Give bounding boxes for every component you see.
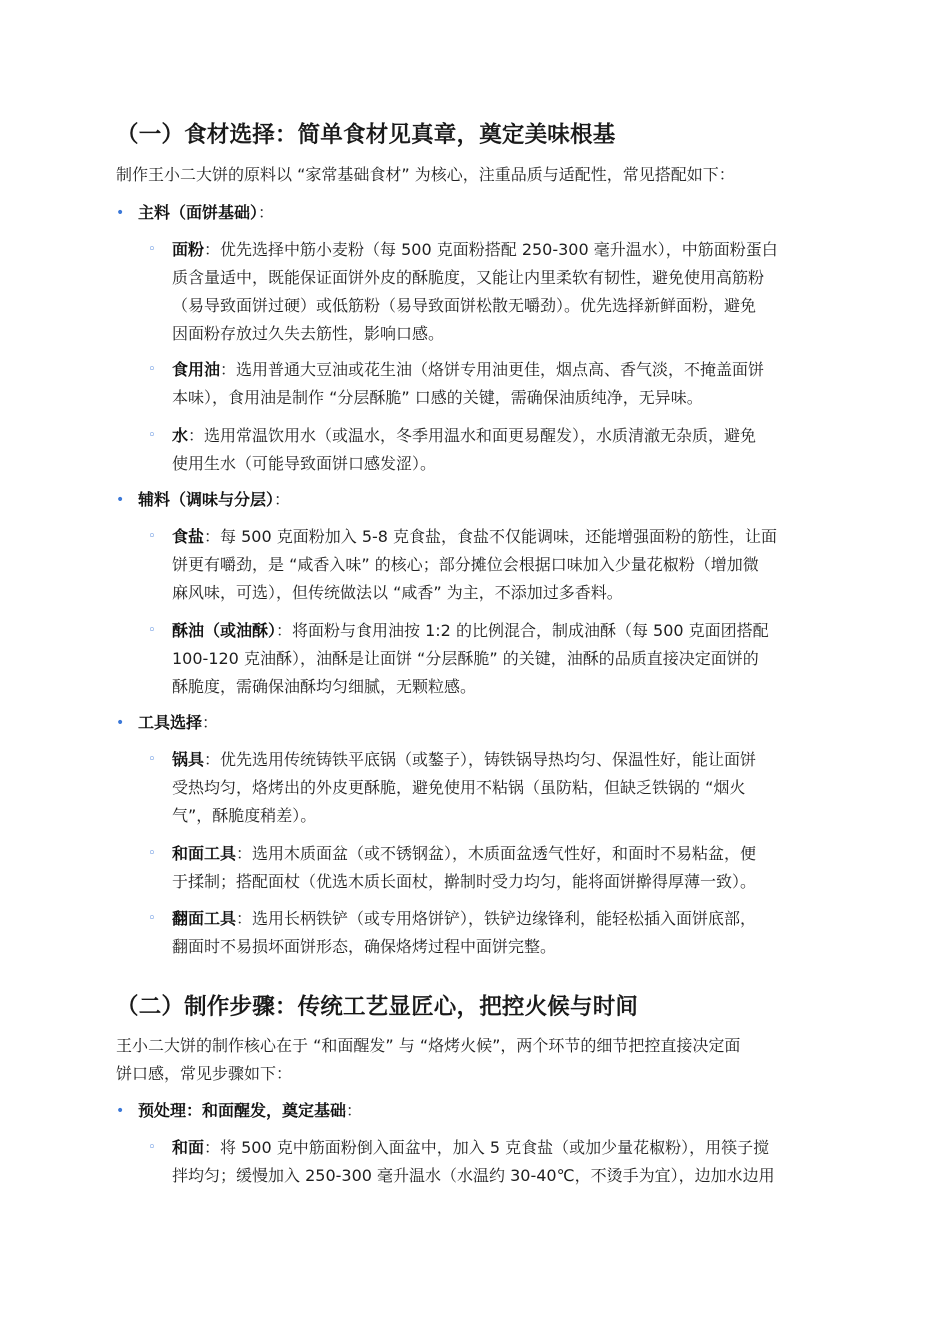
bullet-circle: ◦ [148, 529, 156, 544]
item-text: ：选用普通大豆油或花生油（烙饼专用油更佳，烟点高、香气淡，不掩盖面饼 本味），食用油是制作 “分层酥脆” 口感的关键，需确保油质纯净，无异味。 [172, 360, 765, 407]
item-text: ：选用长柄铁铲（或专用烙饼铲），铁铲边缘锋利，能轻松插入面饼底部， 翻面时不易损坏面饼形态，确保烙烤过程中面饼完整。 [172, 909, 757, 956]
list-item-tools: • 工具选择： [116, 709, 218, 737]
bullet-circle: ◦ [148, 362, 156, 377]
list-item-ghee [148, 617, 840, 701]
group-label: 工具选择 [138, 713, 203, 732]
item-term: 翻面工具 [172, 909, 237, 928]
list-item-kneading [148, 1134, 840, 1190]
item-term: 和面 [172, 1138, 205, 1157]
bullet-circle: ◦ [148, 846, 156, 861]
bullet-dot: • [116, 715, 125, 731]
section1-heading: （一）食材选择：简单食材见真章，奠定美味根基 [116, 122, 616, 148]
list-item-preprocessing: • 预处理：和面醒发，奠定基础： [116, 1097, 362, 1125]
list-item-main-ingredients: • 主料（面饼基础）： [116, 199, 274, 227]
bullet-circle: ◦ [148, 623, 156, 638]
section2-intro: 王小二大饼的制作核心在于 “和面醒发” 与 “烙烤火候”，两个环节的细节把控直接决定面 饼口感，常见步骤如下： [116, 1036, 741, 1083]
item-text: ：优先选择中筋小麦粉（每 500 克面粉搭配 250-300 毫升温水），中筋面粉蛋白 质含量适中，既能保证面饼外皮的酥脆度，又能让内里柔软有韧性，避免使用高筋粉 （易导致面饼过硬）或低筋粉（易导致面饼松散无嚼劲）。优先选择新鲜面粉，避免 因面粉存放过久失去筋性，影响口感。 [172, 240, 778, 343]
item-text: ：选用木质面盆（或不锈钢盆），木质面盆透气性好，和面时不易粘盆，便 于揉制；搭配面杖（优选木质长面杖，擀制时受力均匀，能将面饼擀得厚薄一致）。 [172, 844, 757, 891]
item-term: 锅具 [172, 750, 205, 769]
list-item-flour [148, 236, 840, 348]
list-item-salt [148, 523, 840, 607]
list-item-kneading-tools [148, 840, 840, 896]
item-term: 酥油（或油酥） [172, 621, 277, 640]
section2-heading: （二）制作步骤：传统工艺显匠心，把控火候与时间 [116, 994, 639, 1020]
group-label: 预处理：和面醒发，奠定基础 [138, 1101, 347, 1120]
bullet-circle: ◦ [148, 911, 156, 926]
item-term: 水 [172, 426, 189, 445]
bullet-circle: ◦ [148, 428, 156, 443]
bullet-circle: ◦ [148, 1140, 156, 1155]
bullet-circle: ◦ [148, 752, 156, 767]
list-item-cooking-oil [148, 356, 840, 412]
bullet-dot: • [116, 205, 125, 221]
bullet-dot: • [116, 1103, 125, 1119]
item-text: ：将面粉与食用油按 1:2 的比例混合，制成油酥（每 500 克面团搭配 100-120 克油酥），油酥是让面饼 “分层酥脆” 的关键，油酥的品质直接决定面饼的 酥脆度，需确保油酥均匀细腻，无颗粒感。 [172, 621, 769, 696]
group-label: 主料（面饼基础） [138, 203, 259, 222]
item-term: 食盐 [172, 527, 205, 546]
section1-intro: 制作王小二大饼的原料以 “家常基础食材” 为核心，注重品质与适配性，常见搭配如下： [116, 165, 735, 184]
list-item-flipping-tools [148, 905, 840, 961]
item-text: ：选用常温饮用水（或温水，冬季用温水和面更易醒发），水质清澈无杂质，避免 使用生水（可能导致面饼口感发涩）。 [172, 426, 757, 473]
item-term: 面粉 [172, 240, 205, 259]
list-item-water [148, 422, 840, 478]
group-label: 辅料（调味与分层） [138, 490, 275, 509]
item-term: 食用油 [172, 360, 221, 379]
item-text: ：每 500 克面粉加入 5-8 克食盐，食盐不仅能调味，还能增强面粉的筋性，让面 饼更有嚼劲，是 “咸香入味” 的核心；部分摊位会根据口味加入少量花椒粉（增加微 麻风味，可选），但传统做法以 “咸香” 为主，不添加过多香料。 [172, 527, 778, 602]
list-item-pan [148, 746, 840, 830]
bullet-dot: • [116, 492, 125, 508]
item-text: ：将 500 克中筋面粉倒入面盆中，加入 5 克食盐（或加少量花椒粉），用筷子搅 拌均匀；缓慢加入 250-300 毫升温水（水温约 30-40℃，不烫手为宜），边加水边用 [172, 1138, 775, 1185]
item-text: ：优先选用传统铸铁平底锅（或鏊子），铸铁锅导热均匀、保温性好，能让面饼 受热均匀，烙烤出的外皮更酥脆，避免使用不粘锅（虽防粘，但缺乏铁锅的 “烟火 气”，酥脆度稍差）。 [172, 750, 757, 825]
bullet-circle: ◦ [148, 242, 156, 257]
item-term: 和面工具 [172, 844, 237, 863]
list-item-auxiliary: • 辅料（调味与分层）： [116, 486, 290, 514]
